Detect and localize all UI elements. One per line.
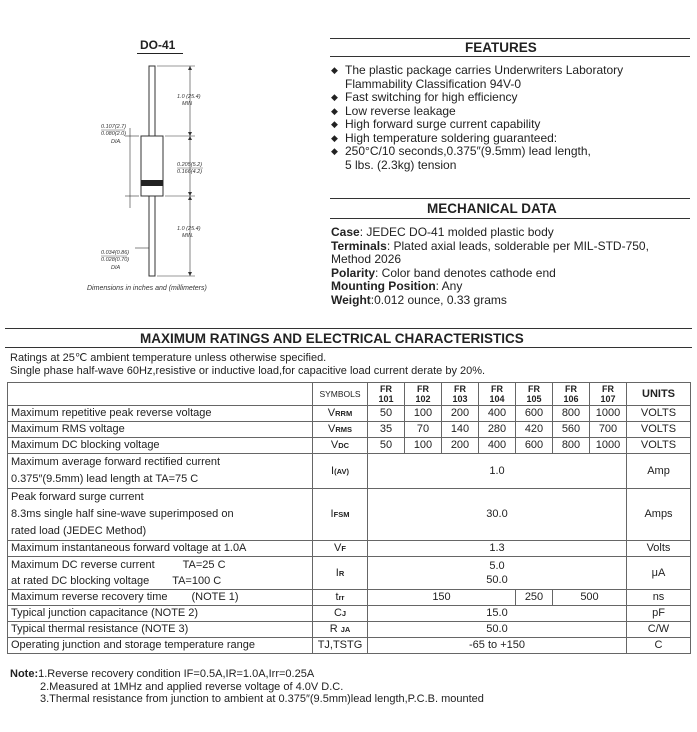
table-row (8, 557, 691, 590)
row-value: 560 (553, 422, 590, 438)
table-row (8, 606, 691, 622)
mechanical-rule-bottom (330, 218, 690, 219)
feature-item: ◆ The plastic package carries Underwriters Laboratory (331, 63, 624, 77)
dim-body-dia-3: DIA. (111, 139, 122, 145)
features-rule-top (330, 38, 690, 39)
notes (10, 668, 484, 706)
dim-lead-length-2: 1.0 (25.4) (177, 226, 201, 232)
diamond-bullet-icon: ◆ (331, 146, 338, 156)
mounting-line: Mounting Position: Any (331, 279, 463, 293)
feature-item: ◆ 250°C/10 seconds,0.375″(9.5mm) lead length, (331, 144, 591, 158)
features-title: FEATURES (465, 40, 537, 55)
mechanical-rule-top (330, 198, 690, 199)
row-value: 15.0 (368, 606, 627, 622)
row-symbol: VRRM (313, 406, 368, 422)
dim-lead-length-2-min: MIN. (182, 233, 194, 239)
table-row (8, 638, 691, 654)
row-symbol: TJ,TSTG (313, 638, 368, 654)
diamond-bullet-icon: ◆ (331, 105, 338, 116)
row-desc: Peak forward surge current 8.3ms single half sine-wave superimposed on rated load (JEDEC Method) (8, 489, 313, 541)
row-desc: Maximum repetitive peak reverse voltage (8, 406, 313, 422)
header-part: FR 103 (442, 383, 479, 406)
header-symbols: SYMBOLS (313, 383, 368, 406)
package-title-underline (137, 53, 183, 54)
note-1: Note:1.Reverse recovery condition IF=0.5A,IR=1.0A,Irr=0.25A (10, 668, 315, 680)
row-value: 5.0 50.0 (368, 557, 627, 590)
package-title: DO-41 (140, 38, 176, 52)
case-line: Case: JEDEC DO-41 molded plastic body (331, 225, 554, 239)
dim-body-len-2: 0.166(4.2) (177, 169, 203, 175)
dim-body-len-1: 0.205(5.2) (177, 162, 203, 168)
top-lead (149, 66, 155, 136)
bottom-lead (149, 196, 155, 276)
feature-item: 5 lbs. (2.3kg) tension (345, 157, 457, 172)
terminals-line-2: Method 2026 (331, 252, 402, 266)
row-value: 800 (553, 438, 590, 454)
row-value: 250 (516, 590, 553, 606)
row-desc: Maximum DC reverse current TA=25 C at rated DC blocking voltage TA=100 C (8, 557, 313, 590)
header-part: FR 104 (479, 383, 516, 406)
diode-body (141, 136, 163, 196)
do41-package-drawing (85, 58, 235, 283)
row-value: 140 (442, 422, 479, 438)
mechanical-title: MECHANICAL DATA (427, 201, 557, 216)
weight-line: Weight:0.012 ounce, 0.33 grams (331, 292, 507, 307)
row-value: 800 (553, 406, 590, 422)
table-row (8, 406, 691, 422)
row-value: 50 (368, 406, 405, 422)
row-symbol: VDC (313, 438, 368, 454)
table-row (8, 541, 691, 557)
row-symbol: IFSM (313, 489, 368, 541)
polarity-line: Polarity: Color band denotes cathode end (331, 265, 556, 280)
row-value: 280 (479, 422, 516, 438)
row-unit: Amps (627, 489, 691, 541)
row-value: 70 (405, 422, 442, 438)
row-value: 420 (516, 422, 553, 438)
row-value: 400 (479, 438, 516, 454)
diamond-bullet-icon: ◆ (331, 65, 338, 75)
feature-item: ◆ High forward surge current capability (331, 117, 541, 131)
row-unit: C (627, 638, 691, 654)
row-value: 700 (590, 422, 627, 438)
row-desc: Maximum reverse recovery time (NOTE 1) (8, 590, 313, 606)
diamond-bullet-icon: ◆ (331, 92, 338, 102)
feature-item: ◆ Fast switching for high efficiency (331, 90, 518, 104)
row-value: 150 (368, 590, 516, 606)
feature-item: ◆ High temperature soldering guaranteed: (331, 130, 558, 145)
row-value: 1000 (590, 406, 627, 422)
ratings-rule-top (5, 328, 692, 329)
row-unit: VOLTS (627, 438, 691, 454)
row-symbol: VRMS (313, 422, 368, 438)
row-unit: C/W (627, 622, 691, 638)
dim-body-dia-2: 0.080(2.0) (101, 131, 127, 137)
cathode-band (141, 180, 163, 186)
header-part: FR 105 (516, 383, 553, 406)
row-value: 600 (516, 438, 553, 454)
terminals-line: Terminals: Plated axial leads, solderable per MIL-STD-750, (331, 238, 649, 253)
row-symbol: CJ (313, 606, 368, 622)
row-unit: pF (627, 606, 691, 622)
header-desc (8, 383, 313, 406)
row-unit: Amp (627, 454, 691, 489)
header-part: FR 106 (553, 383, 590, 406)
row-symbol: trr (313, 590, 368, 606)
mechanical-data (331, 226, 696, 307)
row-value: 50 (368, 438, 405, 454)
row-desc: Typical junction capacitance (NOTE 2) (8, 606, 313, 622)
dim-lead-dia-2: 0.028(0.70) (101, 257, 130, 263)
row-desc: Maximum instantaneous forward voltage at 1.0A (8, 541, 313, 557)
row-unit: Volts (627, 541, 691, 557)
row-symbol: R JA (313, 622, 368, 638)
dim-lead-length-1: 1.0 (25.4) (177, 94, 201, 100)
dim-body-dia-1: 0.107(2.7) (101, 124, 127, 130)
table-row (8, 438, 691, 454)
row-value: 200 (442, 438, 479, 454)
row-unit: VOLTS (627, 422, 691, 438)
row-value: 100 (405, 406, 442, 422)
row-value: 1.3 (368, 541, 627, 557)
row-desc: Typical thermal resistance (NOTE 3) (8, 622, 313, 638)
note-2: 2.Measured at 1MHz and applied reverse voltage of 4.0V D.C. (40, 680, 344, 693)
table-row (8, 422, 691, 438)
row-value: 100 (405, 438, 442, 454)
table-row (8, 454, 691, 489)
ratings-table (7, 382, 691, 654)
ratings-title: MAXIMUM RATINGS AND ELECTRICAL CHARACTERISTICS (140, 331, 524, 346)
row-unit: μA (627, 557, 691, 590)
ratings-rule-bottom (5, 347, 692, 348)
row-symbol: IR (313, 557, 368, 590)
row-desc: Operating junction and storage temperature range (8, 638, 313, 654)
row-value: 50.0 (368, 622, 627, 638)
row-value: 1000 (590, 438, 627, 454)
dim-lead-dia-3: DIA (111, 265, 121, 271)
dim-lead-dia-1: 0.034(0.86) (101, 250, 130, 256)
feature-item: Flammability Classification 94V-0 (345, 76, 522, 91)
row-desc: Maximum average forward rectified current 0.375″(9.5mm) lead length at TA=75 C (8, 454, 313, 489)
row-unit: VOLTS (627, 406, 691, 422)
dimensions-note: Dimensions in inches and (millimeters) (87, 285, 207, 292)
row-value: 30.0 (368, 489, 627, 541)
row-value: 600 (516, 406, 553, 422)
features-list (331, 64, 691, 172)
dim-lead-length-1-min: MIN (182, 101, 193, 107)
table-row (8, 590, 691, 606)
note-3: 3.Thermal resistance from junction to ambient at 0.375″(9.5mm)lead length,P.C.B. mounted (40, 693, 484, 705)
feature-item: ◆ Low reverse leakage (331, 103, 456, 118)
header-units: UNITS (627, 383, 691, 406)
row-value: -65 to +150 (368, 638, 627, 654)
row-value: 1.0 (368, 454, 627, 489)
row-value: 500 (553, 590, 627, 606)
ratings-intro-line-2: Single phase half-wave 60Hz,resistive or inductive load,for capacitive load current derate by 20%. (10, 365, 486, 377)
table-row (8, 489, 691, 541)
ratings-intro-line-1: Ratings at 25℃ ambient temperature unless otherwise specified. (10, 352, 327, 364)
table-header-row (8, 383, 691, 406)
diamond-bullet-icon: ◆ (331, 119, 338, 129)
header-part: FR 102 (405, 383, 442, 406)
header-part: FR 101 (368, 383, 405, 406)
features-rule-bottom (330, 56, 690, 57)
row-value: 400 (479, 406, 516, 422)
row-value: 200 (442, 406, 479, 422)
row-desc: Maximum RMS voltage (8, 422, 313, 438)
row-value: 35 (368, 422, 405, 438)
table-row (8, 622, 691, 638)
row-symbol: I(AV) (313, 454, 368, 489)
header-part: FR 107 (590, 383, 627, 406)
row-symbol: VF (313, 541, 368, 557)
row-unit: ns (627, 590, 691, 606)
ratings-intro (10, 352, 485, 378)
diamond-bullet-icon: ◆ (331, 132, 338, 143)
row-desc: Maximum DC blocking voltage (8, 438, 313, 454)
